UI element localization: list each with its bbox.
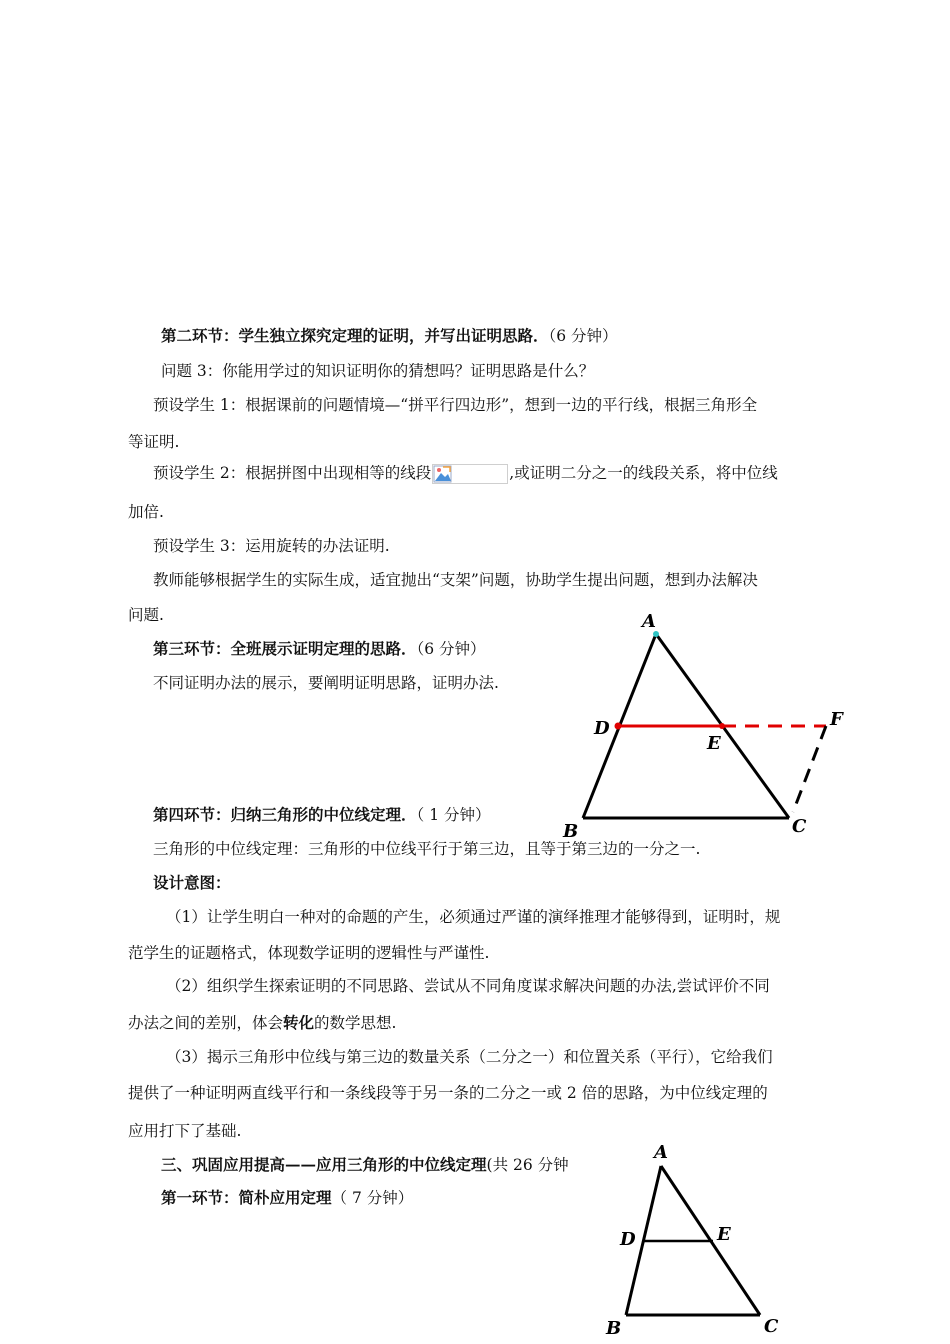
design-p1-line2: 范学生的证题格式，体现数学证明的逻辑性与严谨性. [128, 944, 490, 962]
design-p1-line1: （1）让学生明白一种对的命题的产生，必须通过严谨的演绎推理才能够得到，证明时，规 [166, 908, 781, 926]
figure1-label-d: D [594, 718, 610, 739]
student2-line2: 加倍. [128, 503, 164, 521]
part3-subheading-time: （ 7 分钟） [331, 1189, 414, 1207]
design-p3-line3: 应用打下了基础. [128, 1122, 242, 1140]
design-p2-line2-bold: 转化 [283, 1013, 315, 1032]
section3-text: 不同证明办法的展示，要阐明证明思路，证明办法. [153, 674, 499, 692]
theorem-text: 三角形的中位线定理：三角形的中位线平行于第三边，且等于第三边的一分之一. [153, 840, 701, 858]
design-p2-line2-a: 办法之间的差别，体会 [128, 1014, 284, 1032]
section2-heading-time: （6 分钟） [548, 327, 618, 345]
student1-line2: 等证明. [128, 433, 180, 451]
design-p3-line1: （3）揭示三角形中位线与第三边的数量关系（二分之一）和位置关系（平行），它给我们 [166, 1048, 773, 1066]
figure1-label-b: B [563, 821, 579, 842]
student1-line1: 预设学生 1：根据课前的问题情境—“拼平行四边形”，想到一边的平行线，根据三角形全 [153, 396, 758, 414]
student2-line1-a: 预设学生 2：根据拼图中出现相等的线段 [153, 464, 432, 482]
figure1-label-a: A [642, 611, 656, 632]
design-p2-line1: （2）组织学生探索证明的不同思路、尝试从不同角度谋求解决问题的办法,尝试评价不同 [166, 977, 770, 995]
figure1-label-c: C [792, 816, 807, 837]
design-p3-line2: 提供了一种证明两直线平行和一条线段等于另一条的二分之一或 2 倍的思路，为中位线定理的 [128, 1084, 768, 1102]
part3-heading-time: (共 26 分钟 [486, 1156, 569, 1174]
section2-heading-text: 第二环节：学生独立探究定理的证明，并写出证明思路． [161, 326, 549, 345]
figure2-label-c: C [764, 1316, 779, 1337]
section4-heading-time: （ 1 分钟） [416, 806, 491, 824]
figure1-label-f: F [830, 709, 843, 730]
section3-heading-text: 第三环节：全班展示证明定理的思路． [153, 639, 417, 658]
teacher-line1: 教师能够根据学生的实际生成，适宜抛出“支架”问题，协助学生提出问题，想到办法解决 [153, 571, 758, 589]
part3-subheading-text: 第一环节：简朴应用定理 [161, 1188, 332, 1207]
question3-text: 问题 3：你能用学过的知识证明你的猜想吗？证明思路是什么？ [161, 362, 595, 380]
figure2-label-b: B [606, 1318, 622, 1339]
figure2-label-a: A [654, 1142, 668, 1163]
figure2-label-e: E [717, 1224, 731, 1245]
section3-heading-time: （6 分钟） [416, 640, 486, 658]
design-heading: 设计意图： [153, 873, 231, 892]
design-p2-line2-c: 的数学思想. [314, 1014, 397, 1032]
teacher-line2: 问题. [128, 606, 164, 624]
figure2-label-d: D [620, 1229, 636, 1250]
part3-heading-text: 三、巩固应用提高——应用三角形的中位线定理 [161, 1155, 487, 1174]
figure1-label-e: E [707, 733, 721, 754]
section4-heading-text: 第四环节：归纳三角形的中位线定理． [153, 805, 417, 824]
student2-line1-b: ,或证明二分之一的线段关系，将中位线 [509, 464, 778, 482]
student3-line: 预设学生 3：运用旋转的办法证明. [153, 537, 390, 555]
